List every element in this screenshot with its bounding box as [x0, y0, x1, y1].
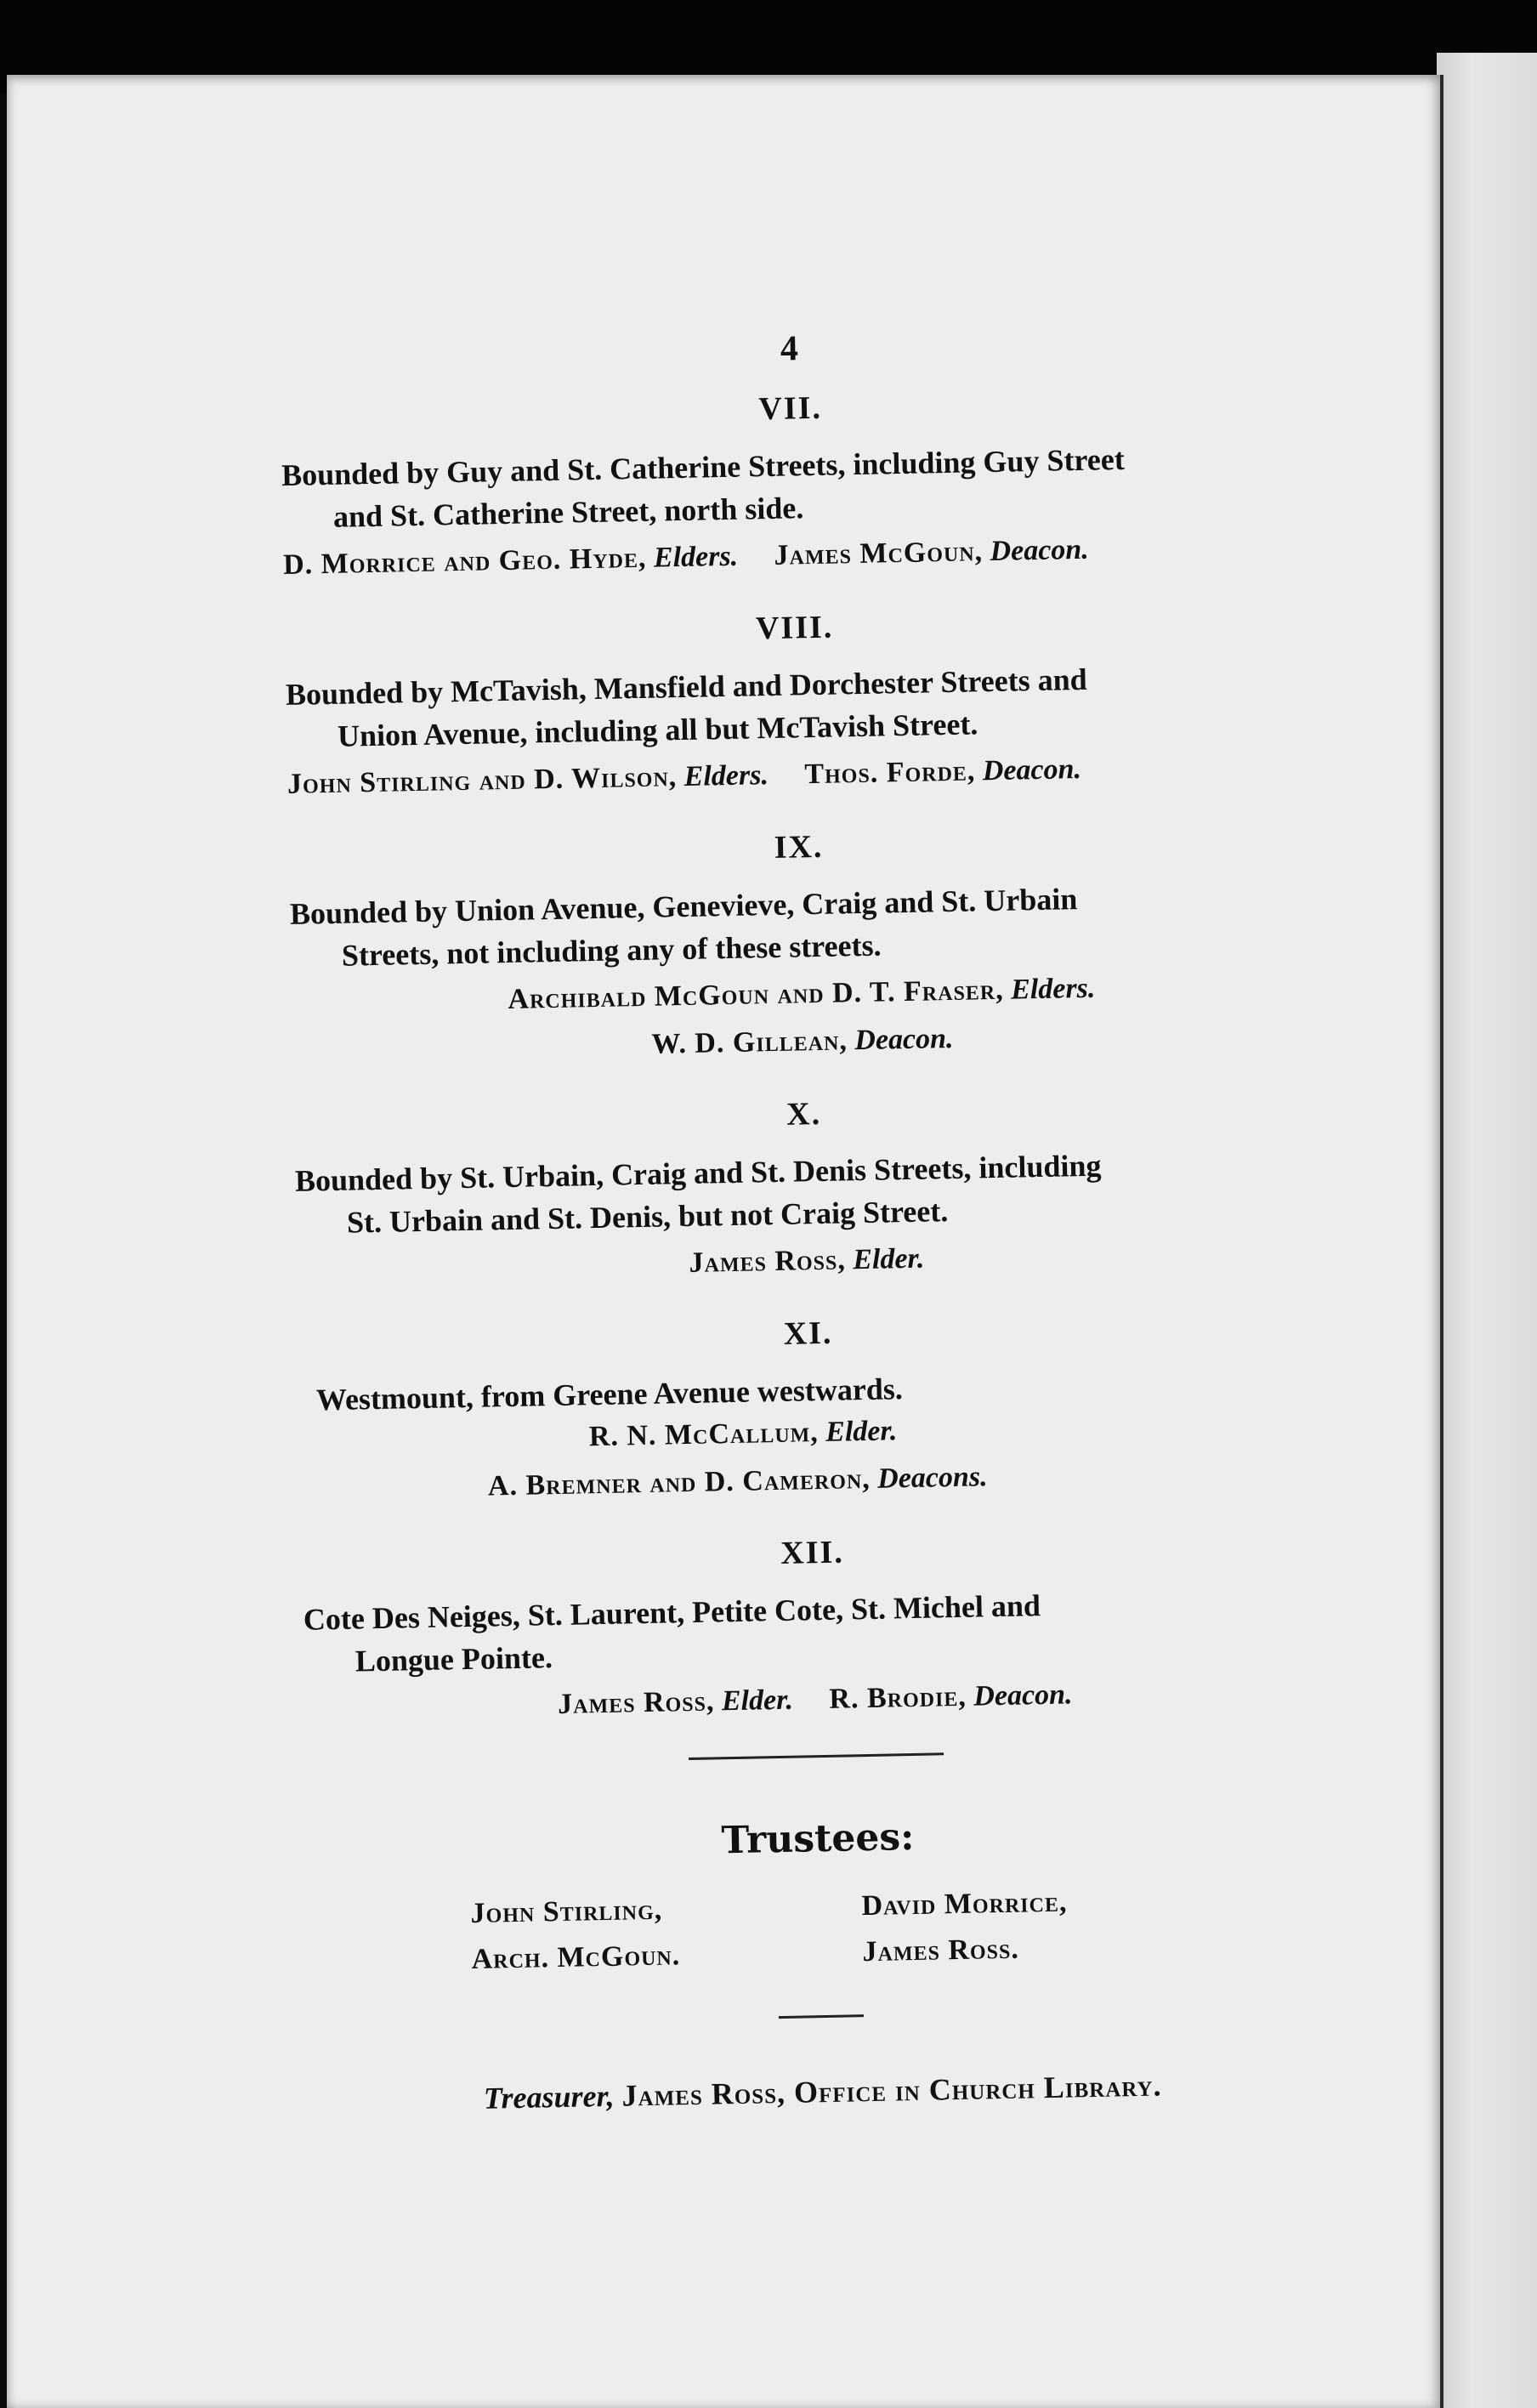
trustees-list: [309, 1875, 1330, 1986]
trustees-section: [308, 1808, 1330, 1986]
district-numeral: X.: [786, 1095, 822, 1133]
section-divider: [779, 2014, 864, 2019]
bounds-line: Streets, not including any of these streets.: [341, 928, 882, 973]
district-numeral: VIII.: [755, 609, 834, 647]
district-bounds: [303, 1579, 1324, 1684]
bounds-line: Bounded by Union Avenue, Genevieve, Craig and St. Urbain: [289, 882, 1078, 931]
elder-role: Elder.: [721, 1684, 794, 1718]
deacon-names: A. Bremner and D. Cameron,: [487, 1462, 871, 1502]
section-divider: [689, 1752, 944, 1760]
trustee-name: Arch. McGoun.: [471, 1939, 681, 1975]
district-xi: [298, 1305, 1321, 1512]
adjacent-page-edge: [1437, 53, 1537, 2408]
page-content: [279, 319, 1333, 2120]
deacon-role: Deacons.: [876, 1461, 988, 1495]
district-vii: [280, 380, 1303, 587]
bounds-line: Bounded by McTavish, Mansfield and Dorchester Streets and: [285, 662, 1088, 712]
bounds-line: and St. Catherine Street, north side.: [332, 491, 804, 534]
bounds-line: Bounded by Guy and St. Catherine Streets, including Guy Street: [281, 441, 1126, 492]
district-numeral: IX.: [774, 828, 824, 866]
trustee-name: David Morrice,: [861, 1886, 1068, 1922]
trustee-name: John Stirling,: [470, 1894, 663, 1930]
elder-names: Archibald McGoun and D. T. Fraser,: [508, 974, 1005, 1015]
elder-role: Elder.: [825, 1415, 898, 1448]
elder-names: R. N. McCallum,: [588, 1417, 820, 1453]
bounds-line: Westmount, from Greene Avenue westwards.: [315, 1372, 904, 1417]
district-bounds: [281, 434, 1303, 539]
elder-role: Elders.: [653, 540, 739, 574]
deacon-role: Deacon.: [973, 1678, 1073, 1712]
district-numeral: XII.: [780, 1534, 845, 1571]
district-ix: [288, 819, 1313, 1073]
district-numeral: XI.: [783, 1315, 833, 1352]
deacon-role: Deacon.: [982, 752, 1082, 787]
elder-names: James Ross,: [557, 1685, 715, 1720]
deacon-names: James McGoun,: [774, 536, 984, 571]
trustee-name: James Ross.: [862, 1933, 1020, 1968]
deacon-names: W. D. Gillean,: [651, 1025, 848, 1060]
district-bounds: [290, 873, 1312, 978]
elder-role: Elders.: [683, 759, 769, 792]
district-bounds: [295, 1140, 1317, 1245]
bounds-line: Union Avenue, including all but McTavish Street.: [337, 707, 978, 753]
deacon-role: Deacon.: [990, 533, 1090, 567]
district-numeral: VII.: [758, 389, 823, 428]
elder-names: John Stirling and D. Wilson,: [286, 761, 678, 800]
district-xii: [302, 1525, 1325, 1731]
elder-role: Elders.: [1010, 972, 1096, 1006]
bounds-line: Cote Des Neiges, St. Laurent, Petite Cote, St. Michel and: [303, 1588, 1041, 1637]
elder-names: D. Morrice and Geo. Hyde,: [282, 542, 647, 581]
district-bounds: [286, 654, 1307, 758]
treasurer-line: [312, 2064, 1333, 2120]
bounds-line: Bounded by St. Urbain, Craig and St. Denis Streets, including: [294, 1148, 1102, 1198]
deacon-names: R. Brodie,: [829, 1680, 967, 1715]
district-viii: [284, 599, 1307, 806]
deacon-role: Deacon.: [854, 1022, 954, 1057]
elder-role: Elder.: [852, 1242, 925, 1276]
bounds-line: Longue Pointe.: [354, 1640, 553, 1678]
document-page: [7, 75, 1443, 2408]
bounds-line: St. Urbain and St. Denis, but not Craig Street.: [346, 1194, 949, 1240]
district-x: [293, 1086, 1317, 1292]
trustees-heading: Trustees:: [721, 1815, 915, 1863]
page-number: 4: [780, 329, 799, 369]
deacon-names: Thos. Forde,: [804, 755, 976, 791]
elder-names: James Ross,: [689, 1244, 847, 1279]
treasurer-text: James Ross, Office in Church Library.: [621, 2068, 1162, 2113]
treasurer-label: Treasurer,: [483, 2078, 615, 2116]
